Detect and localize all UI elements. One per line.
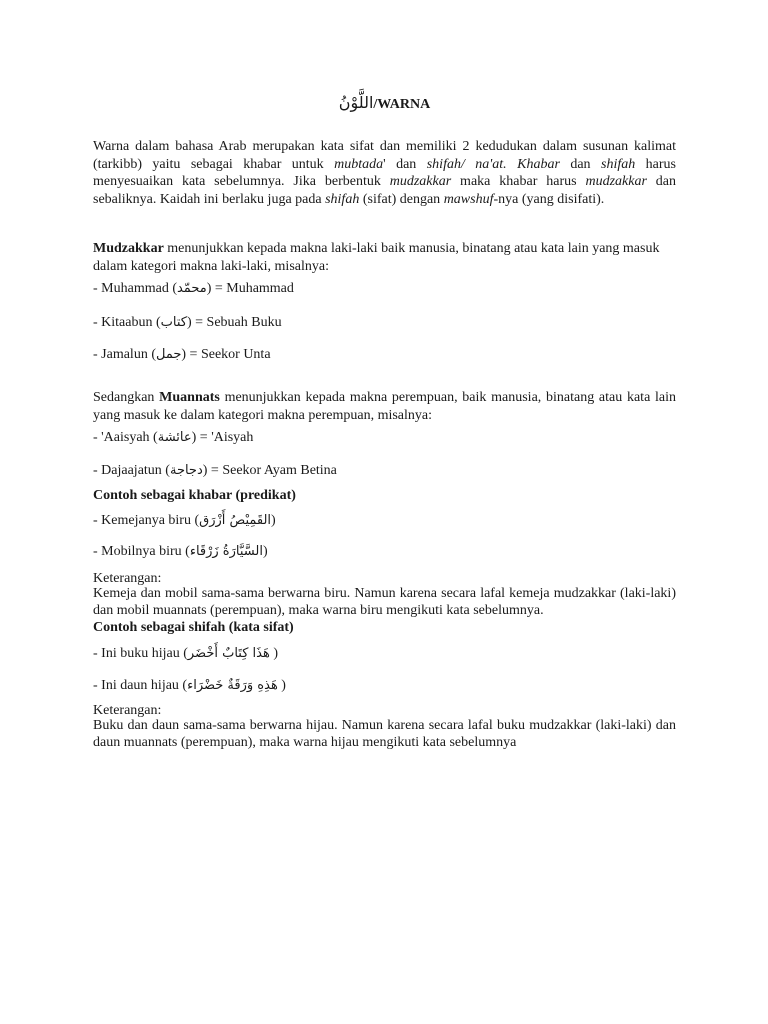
example-close: ) (269, 646, 279, 661)
example-arabic: هَذِهِ وَرَقَةٌ خَضْرَاء (187, 678, 278, 693)
mudzakkar-term: Mudzakkar (93, 241, 164, 256)
page-title (93, 93, 676, 113)
intro-text: Warna dalam bahasa Arab merupakan kata sifat dan memiliki 2 kedudukan dalam susunan kalimat (tarkibb) yaitu sebagai khabar untuk (93, 139, 676, 172)
intro-text: dan (559, 156, 601, 172)
example-close: ) (262, 544, 268, 559)
intro-italic: mudzakkar (389, 174, 452, 189)
example-meaning: ) = Seekor Unta (181, 347, 271, 362)
shifah-heading: Contoh sebagai shifah (kata sifat) (93, 620, 294, 635)
muannats-desc: menunjukkan kepada makna perempuan, baik manusia, binatang atau kata lain yang masuk ke dalam kategori makna perempuan, misalnya: (93, 390, 676, 423)
example-arabic: السَّيَّارَةُ زَرْقَاء (189, 544, 263, 559)
shifah-note-label: Keterangan: (93, 703, 162, 718)
title-latin: /WARNA (373, 97, 431, 112)
mudzakkar-paragraph (93, 240, 676, 275)
example-arabic: جمل (155, 347, 182, 362)
intro-italic: shifah (601, 156, 636, 172)
muannats-term: Muannats (159, 390, 220, 405)
muannats-lead: Sedangkan (93, 390, 160, 405)
intro-italic: mudzakkar (585, 174, 647, 189)
khabar-note-label: Keterangan: (93, 571, 162, 586)
example-kitaabun (93, 314, 676, 331)
example-jamalun (93, 346, 676, 363)
example-arabic: محمّد (176, 281, 207, 296)
example-arabic: كتاب (160, 315, 187, 330)
example-arabic: القَمِيْصُ أَزْرَق (199, 513, 272, 528)
example-aaisyah (93, 429, 676, 446)
example-label: - 'Aaisyah ( (93, 430, 158, 445)
example-dajaajatun (93, 462, 676, 479)
example-label: - Kitaabun ( (93, 315, 161, 330)
example-kemeja (93, 512, 676, 529)
intro-italic: mubtada (334, 156, 384, 172)
intro-text: dan sebaliknya. Kaidah ini berlaku juga pada (93, 174, 676, 207)
example-arabic: هَذَا كِتَابٌ أَخْضَر (187, 646, 270, 661)
example-label: - Muhammad ( (93, 281, 177, 296)
intro-italic: shifah/ na'at. Khabar (426, 156, 560, 172)
example-meaning: ) = 'Aisyah (191, 430, 254, 445)
example-muhammad (93, 280, 676, 297)
intro-text: -nya (yang disifati). (493, 191, 605, 207)
intro-text: maka khabar harus (451, 174, 586, 189)
example-label: - Ini buku hijau ( (93, 646, 188, 661)
example-buku (93, 645, 676, 662)
example-mobil (93, 543, 676, 560)
example-close: ) (271, 513, 276, 528)
example-arabic: عائشة (157, 430, 192, 445)
khabar-note: Kemeja dan mobil sama-sama berwarna biru. Namun karena secara lafal kemeja mudzakkar (laki-laki) dan mobil muannats (perempuan), maka warna biru mengikuti kata sebelumnya. (93, 586, 676, 618)
title-arabic: اللَّوْنُ (338, 93, 374, 112)
intro-paragraph (93, 138, 676, 208)
example-daun (93, 677, 676, 694)
intro-text: ' dan (383, 156, 427, 172)
mudzakkar-desc: menunjukkan kepada makna laki-laki baik manusia, binatang atau kata lain yang masuk dalam kategori makna laki-laki, misalnya: (93, 241, 660, 274)
example-meaning: ) = Seekor Ayam Betina (202, 463, 337, 478)
khabar-heading: Contoh sebagai khabar (predikat) (93, 488, 296, 503)
example-arabic: دجاجة (169, 463, 203, 478)
example-label: - Mobilnya biru ( (93, 544, 190, 559)
example-label: - Jamalun ( (93, 347, 156, 362)
intro-italic: shifah (325, 191, 360, 207)
intro-text: (sifat) dengan (359, 191, 444, 207)
shifah-note: Buku dan daun sama-sama berwarna hijau. Namun karena secara lafal buku mudzakkar (laki-laki) dan daun muannats (perempuan), maka warna hijau mengikuti kata sebelumnya (93, 718, 676, 750)
intro-italic: mawshuf (443, 191, 494, 207)
example-label: - Dajaajatun ( (93, 463, 170, 478)
example-close: ) (277, 678, 286, 693)
example-label: - Kemejanya biru ( (93, 513, 200, 528)
example-meaning: ) = Sebuah Buku (186, 315, 282, 330)
example-meaning: ) = Muhammad (206, 281, 294, 296)
muannats-paragraph (93, 389, 676, 424)
example-label: - Ini daun hijau ( (93, 678, 188, 693)
intro-text: harus menyesuaikan kata sebelumnya. Jika berbentuk (93, 156, 676, 189)
